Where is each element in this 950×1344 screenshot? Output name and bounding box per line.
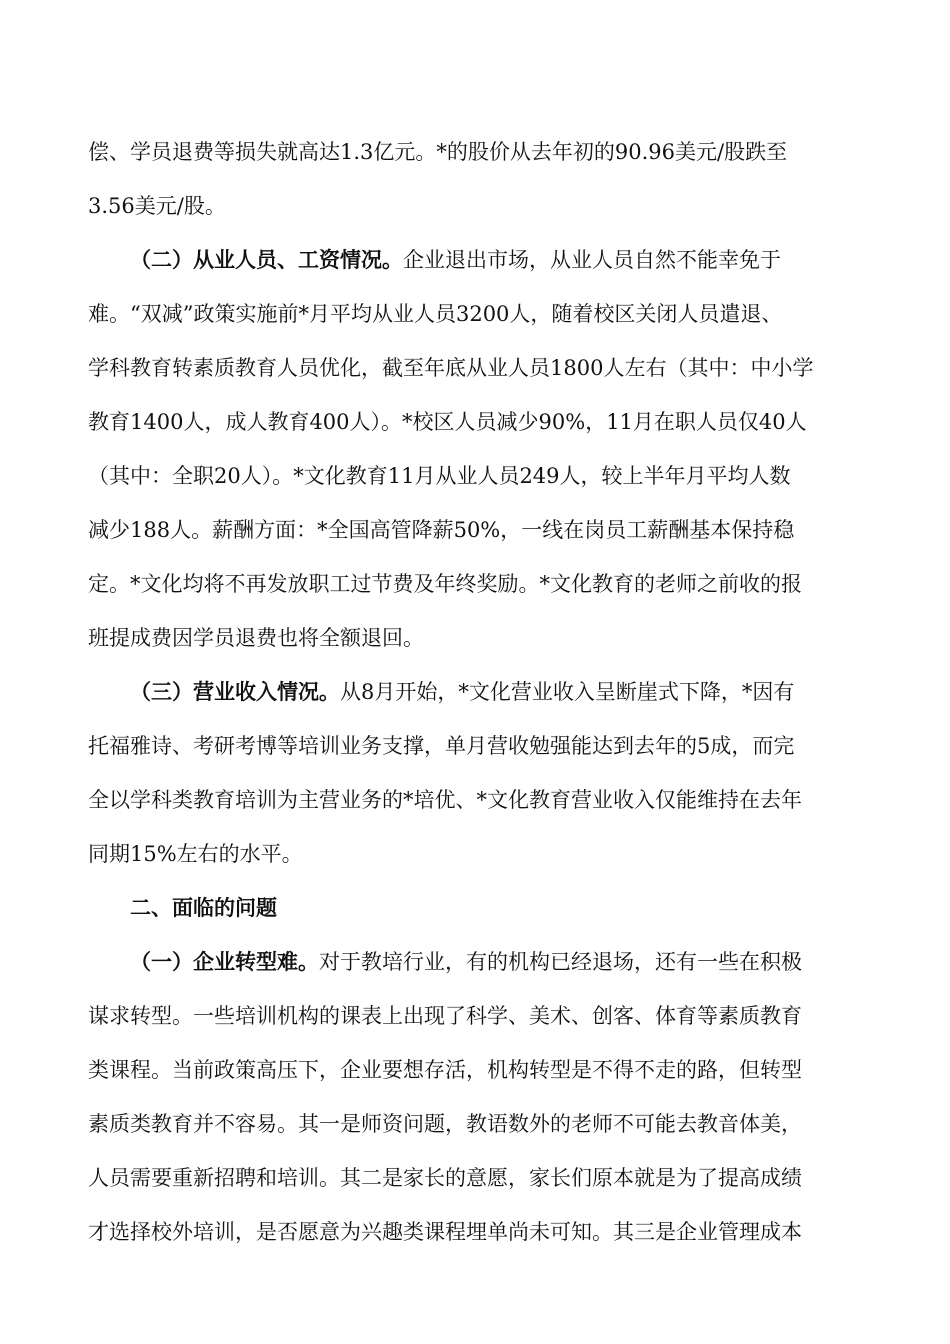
paragraph-heading: （一）企业转型难。 <box>130 949 319 974</box>
body-line-text: 3.56美元/股。 <box>88 194 226 218</box>
body-line-text: 学科教育转素质教育人员优化，截至年底从业人员1800人左右（其中：中小学 <box>88 356 814 380</box>
body-line <box>88 827 850 881</box>
body-line-text: 定。*文化均将不再发放职工过节费及年终奖励。*文化教育的老师之前收的报 <box>88 572 802 596</box>
body-line-text: 从8月开始，*文化营业收入呈断崖式下降，*因有 <box>340 680 795 704</box>
body-line <box>88 989 850 1043</box>
body-line-text: （其中：全职20人）。*文化教育11月从业人员249人，较上半年月平均人数 <box>88 464 791 488</box>
section-title-text: 二、面临的问题 <box>130 895 277 920</box>
body-line-text: 才选择校外培训，是否愿意为兴趣类课程埋单尚未可知。其三是企业管理成本 <box>88 1220 802 1244</box>
body-line <box>88 1205 850 1259</box>
body-line-text: 教育1400人，成人教育400人）。*校区人员减少90%，11月在职人员仅40人 <box>88 410 807 434</box>
body-line <box>88 773 850 827</box>
body-line <box>0 125 850 179</box>
body-line-text: 同期15%左右的水平。 <box>88 842 303 866</box>
body-line-text: 减少188人。薪酬方面：*全国高管降薪50%，一线在岗员工薪酬基本保持稳 <box>88 518 795 542</box>
body-line-text: 素质类教育并不容易。其一是师资问题，教语数外的老师不可能去教音体美， <box>88 1112 802 1136</box>
body-line-text: 企业退出市场，从业人员自然不能幸免于 <box>403 248 781 272</box>
body-line <box>88 179 850 233</box>
body-line-text: 难。“双减”政策实施前*月平均从业人员3200人，随着校区关闭人员遣退、 <box>88 302 783 326</box>
body-line <box>88 449 850 503</box>
body-line <box>88 611 850 665</box>
body-line-text: 全以学科类教育培训为主营业务的*培优、*文化教育营业收入仅能维持在去年 <box>88 788 802 812</box>
body-line-text: 班提成费因学员退费也将全额退回。 <box>88 626 424 650</box>
body-line <box>88 1097 850 1151</box>
body-line <box>88 719 850 773</box>
body-line <box>88 1151 850 1205</box>
body-line-text: 谋求转型。一些培训机构的课表上出现了科学、美术、创客、体育等素质教育 <box>88 1004 802 1028</box>
paragraph-first-line <box>130 935 850 989</box>
body-line <box>88 395 850 449</box>
body-line <box>88 341 850 395</box>
body-line <box>88 503 850 557</box>
body-line <box>88 557 850 611</box>
section-title <box>130 881 850 935</box>
paragraph-heading: （三）营业收入情况。 <box>130 679 340 704</box>
body-line-text: 人员需要重新招聘和培训。其二是家长的意愿，家长们原本就是为了提高成绩 <box>88 1166 802 1190</box>
paragraph-first-line <box>130 665 850 719</box>
body-line-text: 对于教培行业，有的机构已经退场，还有一些在积极 <box>319 950 802 974</box>
paragraph-heading: （二）从业人员、工资情况。 <box>130 247 403 272</box>
body-line-text: 偿、学员退费等损失就高达1.3亿元。*的股价从去年初的90.96美元/股跌至 <box>88 140 788 164</box>
body-line-text: 托福雅诗、考研考博等培训业务支撑，单月营收勉强能达到去年的5成，而完 <box>88 734 795 758</box>
body-line-text: 类课程。当前政策高压下，企业要想存活，机构转型是不得不走的路，但转型 <box>88 1058 802 1082</box>
body-line <box>88 1043 850 1097</box>
paragraph-first-line <box>130 233 850 287</box>
body-line <box>88 287 850 341</box>
